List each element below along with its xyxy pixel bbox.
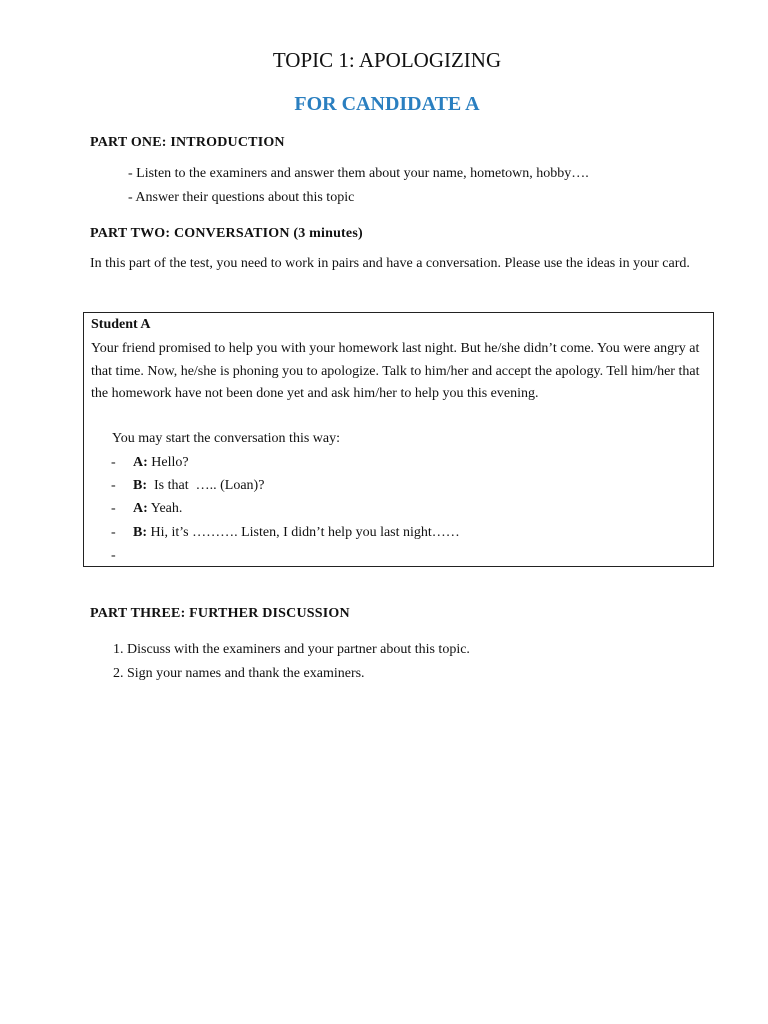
- dialogue-speaker: A:: [133, 501, 148, 516]
- part-one-item: - Answer their questions about this topic: [128, 190, 355, 205]
- dialogue-line: [133, 477, 264, 495]
- part-three-item: 1. Discuss with the examiners and your partner about this topic.: [113, 642, 470, 657]
- part-two-heading: PART TWO: CONVERSATION (3 minutes): [90, 226, 363, 241]
- page-title: TOPIC 1: APOLOGIZING: [272, 48, 502, 72]
- card-scenario: Your friend promised to help you with your homework last night. But he/she didn’t come. You were angry at that time. Now, he/she is phoning you to apologize. Talk to him/her and accept the apology. Tell him/her that the homework have not been done yet and ask him/her to help you this evening.: [91, 341, 700, 401]
- part-one-heading: PART ONE: INTRODUCTION: [90, 135, 285, 150]
- student-card: [83, 312, 714, 567]
- dialogue-text: Hi, it’s ………. Listen, I didn’t help you last night……: [147, 525, 460, 540]
- dialogue-text: Hello?: [147, 455, 189, 470]
- dialogue-dash: -: [111, 455, 116, 470]
- dialogue-line: [133, 500, 182, 518]
- dialogue-dash: -: [111, 548, 116, 563]
- candidate-subtitle: FOR CANDIDATE A: [294, 93, 480, 115]
- conversation-intro: You may start the conversation this way:: [112, 431, 340, 446]
- card-title: Student A: [91, 317, 151, 332]
- part-one-item: - Listen to the examiners and answer them about your name, hometown, hobby….: [128, 166, 589, 181]
- part-two-instructions: In this part of the test, you need to work in pairs and have a conversation. Please use the ideas in your card.: [90, 256, 690, 271]
- dialogue-dash: -: [111, 501, 116, 516]
- dialogue-dash: -: [111, 525, 116, 540]
- dialogue-speaker: B:: [133, 478, 147, 493]
- part-three-heading: PART THREE: FURTHER DISCUSSION: [90, 606, 350, 621]
- dialogue-text: Is that ….. (Loan)?: [147, 478, 265, 493]
- dialogue-line: [133, 454, 189, 472]
- dialogue-speaker: A:: [133, 455, 148, 470]
- dialogue-speaker: B:: [133, 525, 147, 540]
- dialogue-dash: -: [111, 478, 116, 493]
- dialogue-text: Yeah.: [147, 501, 183, 516]
- dialogue-line: [133, 524, 460, 542]
- part-three-item: 2. Sign your names and thank the examiners.: [113, 666, 365, 681]
